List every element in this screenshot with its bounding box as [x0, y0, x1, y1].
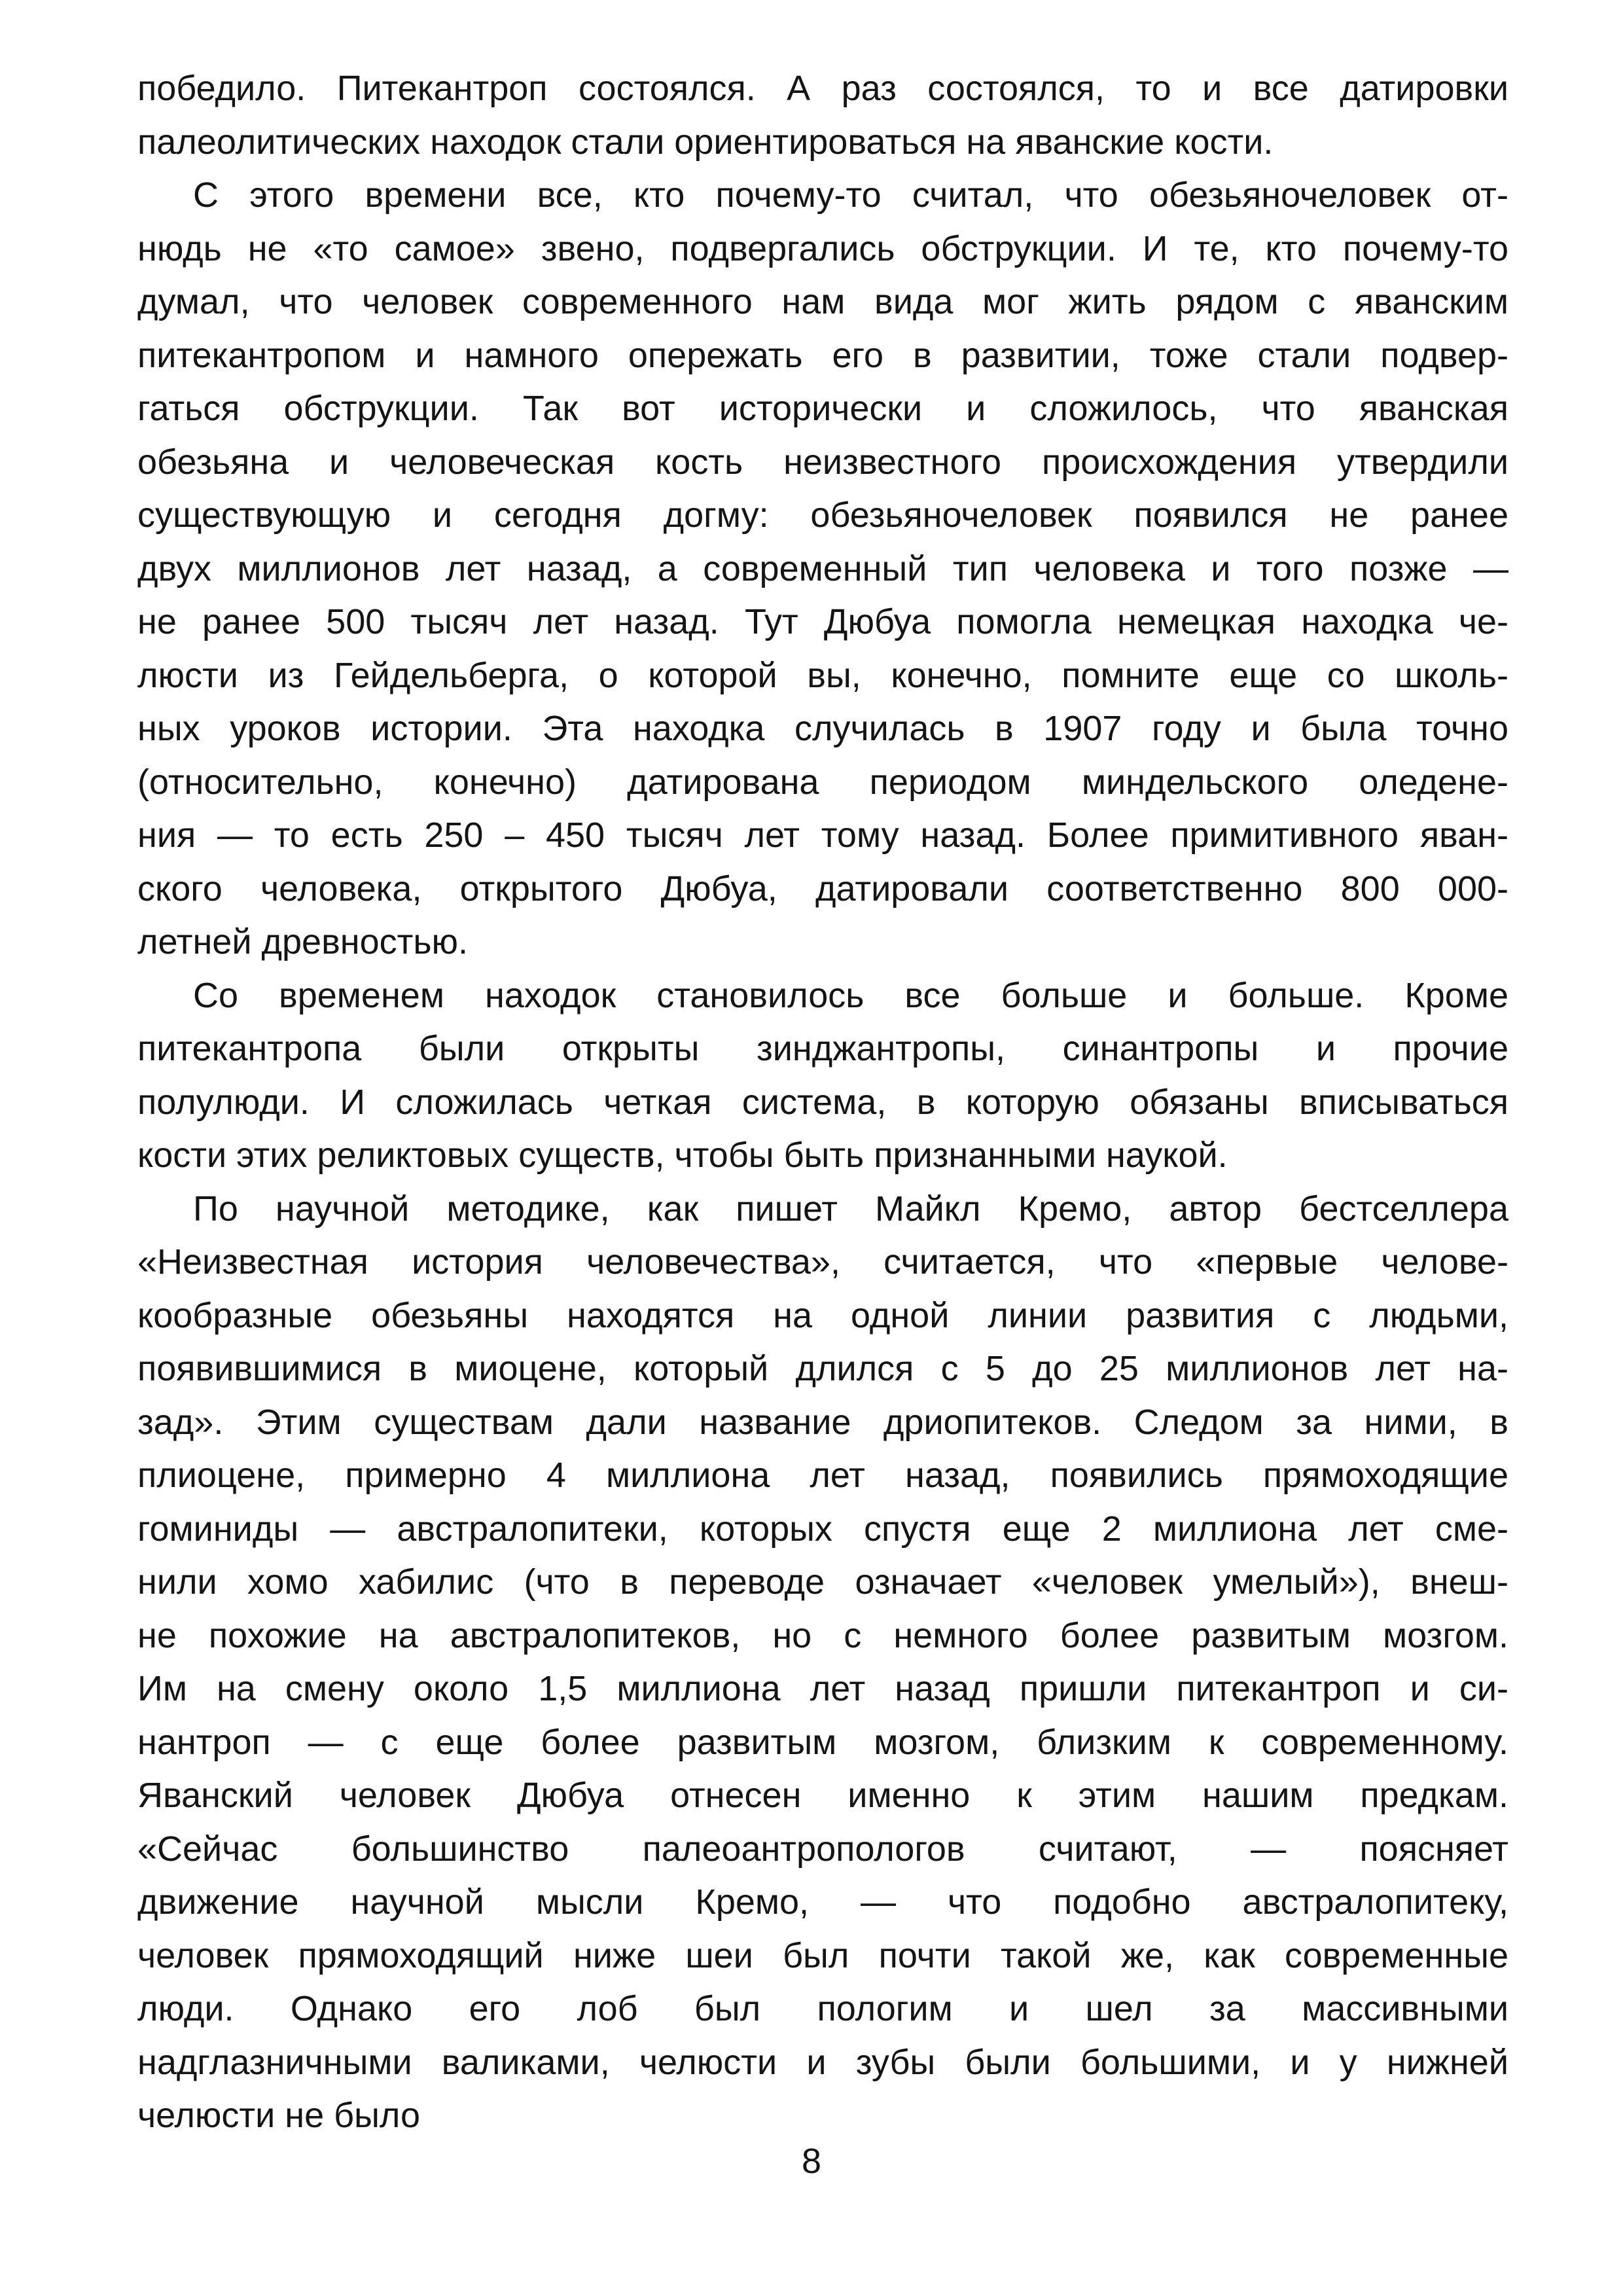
text-line: победило. Питекантроп состоялся. А раз состоялся, то и все датировки	[137, 69, 1508, 108]
text-line: двух миллионов лет назад, а современный тип человека и того позже —	[137, 548, 1508, 588]
text-line: питекантропа были открыты зинджантропы, синантропы и прочие	[137, 1029, 1508, 1068]
text-line: палеолитических находок стали ориентироваться на яванские кости.	[137, 122, 1274, 162]
text-line: ния — то есть 250 – 450 тысяч лет тому назад. Более примитивного яван-	[137, 816, 1508, 855]
text-line: «Сейчас большинство палеоантропологов считают, — поясняет	[137, 1829, 1508, 1869]
text-line: существующую и сегодня догму: обезьяночеловек появился не ранее	[137, 495, 1508, 535]
text-line: Со временем находок становилось все больше и больше. Кроме	[193, 975, 1508, 1015]
text-line: надглазничными валиками, челюсти и зубы были большими, и у нижней	[137, 2042, 1508, 2082]
text-line: думал, что человек современного нам вида мог жить рядом с яванским	[137, 282, 1508, 321]
text-line: (относительно, конечно) датирована периодом миндельского оледене-	[137, 762, 1508, 802]
text-line: плиоцене, примерно 4 миллиона лет назад, появились прямоходящие	[137, 1456, 1508, 1495]
page-text-block	[137, 62, 1508, 2143]
text-line: не похожие на австралопитеков, но с немного более развитым мозгом.	[137, 1615, 1508, 1655]
text-line: питекантропом и намного опережать его в развитии, тоже стали подвер-	[137, 335, 1508, 375]
text-line: кообразные обезьяны находятся на одной линии развития с людьми,	[137, 1295, 1508, 1335]
text-line: По научной методике, как пишет Майкл Кремо, автор бестселлера	[193, 1189, 1508, 1229]
text-line: гаться обструкции. Так вот исторически и сложилось, что яванская	[137, 389, 1508, 428]
text-line: челюсти не было	[137, 2096, 421, 2135]
text-line: обезьяна и человеческая кость неизвестного происхождения утвердили	[137, 442, 1508, 482]
text-line: С этого времени все, кто почему-то считал, что обезьяночеловек от-	[193, 175, 1508, 215]
text-line: летней древностью.	[137, 922, 468, 961]
text-line: человек прямоходящий ниже шеи был почти такой же, как современные	[137, 1935, 1508, 1975]
text-line: ных уроков истории. Эта находка случилась в 1907 году и была точно	[137, 709, 1508, 748]
text-line: появившимися в миоцене, который длился с 5 до 25 миллионов лет на-	[137, 1349, 1508, 1388]
text-line: гоминиды — австралопитеки, которых спустя еще 2 миллиона лет сме-	[137, 1509, 1508, 1549]
text-line: полулюди. И сложилась четкая система, в которую обязаны вписываться	[137, 1082, 1508, 1122]
text-line: Им на смену около 1,5 миллиона лет назад пришли питекантроп и си-	[137, 1669, 1508, 1708]
text-line: нантроп — с еще более развитым мозгом, близким к современному.	[137, 1722, 1508, 1762]
text-line: нили хомо хабилис (что в переводе означает «человек умелый»), внеш-	[137, 1562, 1508, 1602]
text-line: ского человека, открытого Дюбуа, датировали соответственно 800 000-	[137, 869, 1508, 908]
text-line: кости этих реликтовых существ, чтобы быть признанными наукой.	[137, 1136, 1228, 1175]
text-line: Яванский человек Дюбуа отнесен именно к этим нашим предкам.	[137, 1776, 1508, 1815]
text-line: не ранее 500 тысяч лет назад. Тут Дюбуа помогла немецкая находка че-	[137, 602, 1508, 641]
text-line: «Неизвестная история человечества», считается, что «первые челове-	[137, 1242, 1508, 1282]
text-line: зад». Этим существам дали название дриопитеков. Следом за ними, в	[137, 1402, 1508, 1442]
text-line: люди. Однако его лоб был пологим и шел за массивными	[137, 1989, 1508, 2028]
page-number: 8	[801, 2142, 822, 2181]
text-line: нюдь не «то самое» звено, подвергались обструкции. И те, кто почему-то	[137, 228, 1508, 268]
text-line: движение научной мысли Кремо, — что подобно австралопитеку,	[137, 1882, 1508, 1922]
text-line: люсти из Гейдельберга, о которой вы, конечно, помните еще со школь-	[137, 655, 1508, 695]
